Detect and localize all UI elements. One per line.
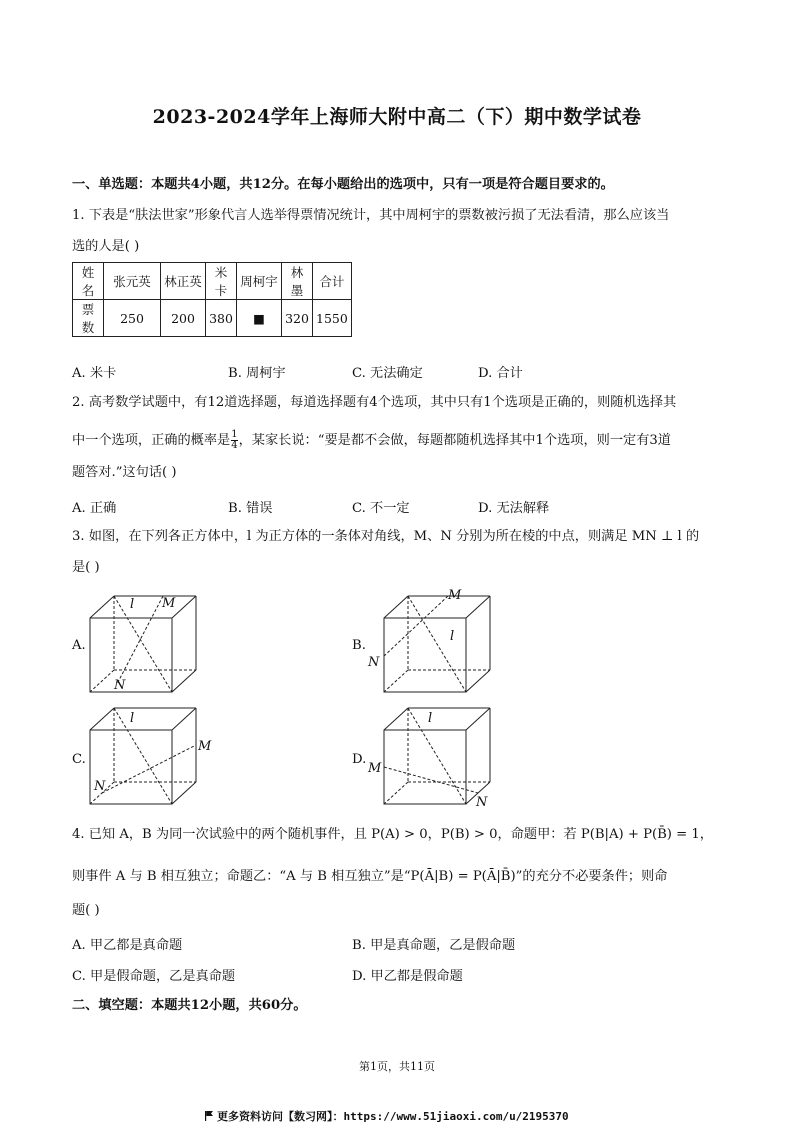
q2-line-3: 题答对.”这句话( )	[72, 465, 177, 480]
q1-option-a[interactable]: A. 米卡	[72, 366, 117, 381]
cube-a-figure	[84, 590, 204, 700]
table-cell: 1550	[313, 300, 352, 337]
cube-b-figure	[368, 588, 498, 700]
q1-line-2: 选的人是( )	[72, 239, 140, 254]
label-m: M	[198, 739, 212, 754]
q2-option-c[interactable]: C. 不一定	[352, 501, 410, 516]
table-cell: 200	[161, 300, 206, 337]
table-cell: 380	[206, 300, 237, 337]
table-row	[73, 300, 352, 337]
table-header-cell: 林正英	[161, 263, 206, 300]
page-footer: 第1页，共11页	[359, 1060, 435, 1073]
table-header-cell: 合计	[313, 263, 352, 300]
table-header-cell: 姓名	[73, 263, 104, 300]
fraction	[231, 430, 237, 451]
q1-option-d[interactable]: D. 合计	[478, 366, 523, 381]
label-n: N	[476, 795, 488, 810]
table-cell: 250	[104, 300, 161, 337]
q2-line-2b: ，某家长说：“要是都不会做，每题都随机选择其中1个选项，则一定有3道	[238, 433, 671, 448]
label-m: M	[368, 761, 382, 776]
q2-line-2a: 中一个选项，正确的概率是	[72, 433, 231, 448]
q1-option-c[interactable]: C. 无法确定	[352, 366, 423, 381]
promo-banner[interactable]	[205, 1108, 569, 1124]
section-1-heading: 一、单选题：本题共4小题，共12分。在每小题给出的选项中，只有一项是符合题目要求的。	[72, 177, 614, 192]
cube-c-figure	[84, 702, 212, 812]
page-title: 2023-2024学年上海师大附中高二（下）期中数学试卷	[152, 106, 642, 128]
q4-line-2: 则事件 A 与 B 相互独立；命题乙：“A 与 B 相互独立”是“P(Ā|B) = P(Ā|B̄)”的充分不必要条件；则命	[72, 869, 668, 884]
table-row-label: 票数	[73, 300, 104, 337]
table-cell: 320	[282, 300, 313, 337]
label-l: l	[428, 711, 433, 726]
table-header-cell: 米卡	[206, 263, 237, 300]
label-n: N	[368, 655, 380, 670]
table-row	[73, 263, 352, 300]
cube-b-label[interactable]: B.	[352, 638, 366, 653]
table-header-cell: 张元英	[104, 263, 161, 300]
promo-text[interactable]: 更多资料访问【数习网】：https://www.51jiaoxi.com/u/2195370	[217, 1110, 569, 1123]
q4-option-d[interactable]: D. 甲乙都是假命题	[352, 969, 463, 984]
label-n: N	[114, 678, 126, 693]
section-2-heading: 二、填空题：本题共12小题，共60分。	[72, 998, 307, 1013]
fraction-denominator: 4	[231, 440, 238, 451]
q2-option-d[interactable]: D. 无法解释	[478, 501, 550, 516]
table-header-cell: 周柯宇	[237, 263, 282, 300]
cube-d-label[interactable]: D.	[352, 752, 367, 767]
q1-line-1: 1. 下表是“肤法世家”形象代言人选举得票情况统计，其中周柯宇的票数被污损了无法看清，那么应该当	[72, 208, 670, 223]
q1-option-b[interactable]: B. 周柯宇	[228, 366, 286, 381]
fraction-numerator: 1	[231, 429, 238, 440]
q4-option-b[interactable]: B. 甲是真命题，乙是假命题	[352, 938, 516, 953]
label-l: l	[130, 597, 135, 612]
q2-line-1: 2. 高考数学试题中，有12道选择题，每道选择题有4个选项，其中只有1个选项是正确的，则随机选择其	[72, 395, 677, 410]
q2-option-b[interactable]: B. 错误	[228, 501, 273, 516]
table-cell-obscured: ■	[237, 300, 282, 337]
label-m: M	[448, 588, 462, 603]
cube-c-label[interactable]: C.	[72, 752, 86, 767]
q2-option-a[interactable]: A. 正确	[72, 501, 117, 516]
flag-icon	[205, 1111, 213, 1121]
cube-d-figure	[368, 702, 498, 812]
q4-line-1: 4. 已知 A，B 为同一次试验中的两个随机事件，且 P(A) > 0，P(B) > 0，命题甲：若 P(B|A) + P(B̄) = 1，	[72, 827, 713, 842]
vote-table	[72, 262, 352, 337]
table-header-cell: 林墨	[282, 263, 313, 300]
q4-option-a[interactable]: A. 甲乙都是真命题	[72, 938, 183, 953]
q4-option-c[interactable]: C. 甲是假命题，乙是真命题	[72, 969, 236, 984]
q3-line-1: 3. 如图，在下列各正方体中，l 为正方体的一条体对角线，M、N 分别为所在棱的中点，则满足 MN ⊥ l 的	[72, 529, 700, 544]
label-m: M	[162, 596, 176, 611]
q3-line-2: 是( )	[72, 560, 100, 575]
label-n: N	[94, 779, 106, 794]
q2-line-2	[72, 430, 671, 451]
label-l: l	[450, 629, 455, 644]
label-l: l	[130, 711, 135, 726]
cube-a-label[interactable]: A.	[72, 638, 86, 653]
q4-line-3: 题( )	[72, 903, 100, 918]
